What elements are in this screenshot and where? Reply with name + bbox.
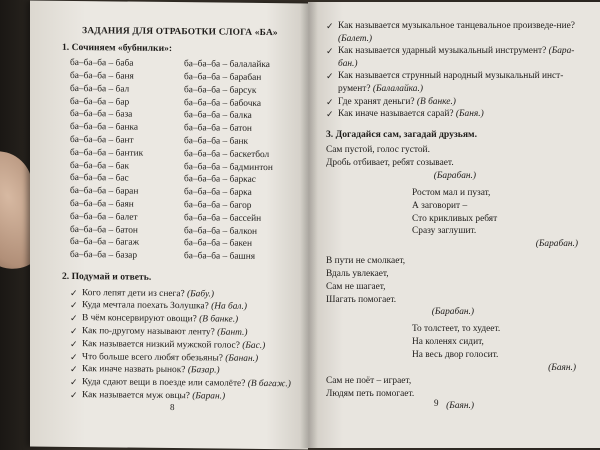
question-text-wrap xyxy=(338,70,592,95)
question-answer: (Баран.) xyxy=(192,391,226,402)
open-book xyxy=(30,2,600,448)
question-text-wrap xyxy=(338,45,592,70)
syllable-line: ба–ба–ба – бас xyxy=(70,173,129,184)
question-text: Как называется муж овцы? xyxy=(82,389,190,402)
riddle-line: Людям петь помогает. xyxy=(326,388,415,399)
right-page xyxy=(308,2,600,448)
riddle-2 xyxy=(412,187,592,251)
checkmark-icon: ✓ xyxy=(70,377,78,388)
checkmark-icon: ✓ xyxy=(326,21,334,31)
question-text: Куда мечтала поехать Золушка? xyxy=(82,300,209,312)
question-text: В чём консервируют овощи? xyxy=(82,313,197,325)
riddle-line: Сам не шагает, xyxy=(326,281,386,292)
question-answer: (В банке.) xyxy=(199,314,239,325)
question-text: Как называется струнный народный музыкальный инст-румент? xyxy=(338,71,564,94)
question-list xyxy=(70,286,298,404)
question-text-wrap xyxy=(338,96,592,109)
syllable-line: ба–ба–ба – батон xyxy=(70,224,138,236)
syllable-line: ба–ба–ба – бал xyxy=(70,83,130,95)
question-answer: (Банан.) xyxy=(225,353,259,364)
syllable-line: ба–ба–ба – бак xyxy=(70,160,130,172)
checkmark-icon: ✓ xyxy=(326,109,334,120)
riddle-line: На весь двор голосит. xyxy=(412,349,499,360)
riddle-line: Ростом мал и пузат, xyxy=(412,187,491,198)
checkmark-icon: ✓ xyxy=(326,96,334,107)
syllable-line: ба–ба–ба – баскетбол xyxy=(184,148,270,160)
riddle-5 xyxy=(326,375,592,414)
syllable-line: ба–ба–ба – банка xyxy=(70,122,139,133)
section-3-title: 3. Догадайся сам, загадай друзьям. xyxy=(326,128,477,140)
checkmark-icon: ✓ xyxy=(70,364,78,375)
checkmark-icon: ✓ xyxy=(70,389,78,400)
section-1-title: 1. Сочиняем «бубнилки»: xyxy=(62,41,173,54)
riddle-4-answer: (Баян.) xyxy=(548,362,576,373)
page-title: ЗАДАНИЯ ДЛЯ ОТРАБОТКИ СЛОГА «БА» xyxy=(82,26,278,39)
question-answer: (Бара-бан.) xyxy=(338,46,575,69)
riddle-5-answer: (Баян.) xyxy=(446,401,474,412)
syllable-line: ба–ба–ба – балкон xyxy=(184,225,258,237)
question-answer: (В багаж.) xyxy=(247,378,291,390)
riddle-line: Сам не поёт – играет, xyxy=(326,375,412,386)
question-text: Где хранят деньги? xyxy=(338,96,415,107)
question-item xyxy=(322,20,592,45)
question-text: Что больше всего любят обезьяны? xyxy=(82,351,223,364)
syllable-grid xyxy=(70,57,298,264)
syllable-line: ба–ба–ба – багаж xyxy=(70,237,139,249)
question-answer: (Бабу.) xyxy=(187,288,214,300)
syllable-line: ба–ба–ба – база xyxy=(70,109,133,120)
checkmark-icon: ✓ xyxy=(70,300,78,311)
syllable-line: ба–ба–ба – барсук xyxy=(184,84,257,96)
riddle-2-answer: (Барабан.) xyxy=(535,239,578,250)
syllable-line: ба–ба–ба – балалайка xyxy=(184,59,270,71)
question-text: Как называется музыкальное танцевальное произведе-ние? xyxy=(338,21,575,31)
question-answer: (Бас.) xyxy=(242,340,266,351)
question-text: Как называется низкий мужской голос? xyxy=(82,338,240,351)
left-page-content xyxy=(62,25,298,404)
syllable-line: ба–ба–ба – башня xyxy=(184,251,256,263)
syllable-line: ба–ба–ба – багор xyxy=(184,200,252,211)
riddle-3-answer: (Барабан.) xyxy=(431,307,474,318)
syllable-column-2 xyxy=(184,58,298,264)
question-answer: (Баня.) xyxy=(455,109,484,120)
book-gutter xyxy=(300,2,318,448)
syllable-line: ба–ба–ба – бассейн xyxy=(184,212,262,224)
question-answer: (В банке.) xyxy=(416,96,456,107)
question-answer: (Балалайка.) xyxy=(372,83,423,94)
question-item xyxy=(322,108,592,121)
checkmark-icon: ✓ xyxy=(326,46,334,57)
checkmark-icon: ✓ xyxy=(70,338,78,349)
right-page-content xyxy=(322,20,592,413)
question-item xyxy=(322,45,592,70)
syllable-line: ба–ба–ба – баян xyxy=(70,198,134,210)
question-answer: (Бант.) xyxy=(217,327,248,338)
riddle-line: Сразу заглушит. xyxy=(412,226,477,237)
syllable-line: ба–ба–ба – бабочка xyxy=(184,97,261,109)
syllable-line: ба–ба–ба – барабан xyxy=(184,72,262,83)
syllable-line: ба–ба–ба – баня xyxy=(70,70,134,82)
syllable-line: ба–ба–ба – балет xyxy=(70,211,138,223)
riddle-4 xyxy=(412,323,592,374)
syllable-line: ба–ба–ба – бар xyxy=(70,96,130,108)
riddle-line: Шагать помогает. xyxy=(326,294,397,305)
syllable-line: ба–ба–ба – бант xyxy=(70,134,134,146)
syllable-line: ба–ба–ба – бантик xyxy=(70,147,144,159)
checkmark-icon: ✓ xyxy=(326,71,334,82)
syllable-column-1 xyxy=(70,57,184,263)
section-2-title: 2. Подумай и ответь. xyxy=(62,270,152,283)
question-text: Кого лепят дети из снега? xyxy=(82,287,185,299)
riddle-line: Вдаль увлекает, xyxy=(326,268,389,279)
checkmark-icon: ✓ xyxy=(70,351,78,362)
question-text: Как иначе называется сарай? xyxy=(338,109,454,120)
left-page xyxy=(30,1,308,450)
question-answer: (На бал.) xyxy=(211,301,247,313)
question-text: Как по-другому называют ленту? xyxy=(82,326,215,338)
riddle-line: В пути не смолкает, xyxy=(326,256,406,267)
syllable-line: ба–ба–ба – барка xyxy=(184,187,252,199)
syllable-line: ба–ба–ба – базар xyxy=(70,250,138,261)
question-answer: (Базар.) xyxy=(187,365,220,376)
syllable-line: ба–ба–ба – баран xyxy=(70,186,139,197)
question-text: Куда сдают вещи в поезде или самолёте? xyxy=(82,377,246,389)
syllable-line: ба–ба–ба – бадминтон xyxy=(184,161,273,173)
page-number-right: 9 xyxy=(434,398,439,408)
checkmark-icon: ✓ xyxy=(70,325,78,336)
question-item xyxy=(322,70,592,95)
page-number-left: 8 xyxy=(170,402,175,413)
riddle-line: Сам пустой, голос густой. xyxy=(326,145,430,156)
question-answer: (Балет.) xyxy=(338,33,373,44)
riddle-line: Дробь отбивает, ребят созывает. xyxy=(326,158,454,169)
question-text: Как называется ударный музыкальный инструмент? xyxy=(338,46,547,57)
checkmark-icon: ✓ xyxy=(70,313,78,324)
syllable-line: ба–ба–ба – баркас xyxy=(184,174,256,186)
syllable-line: ба–ба–ба – банк xyxy=(184,136,249,147)
riddle-1 xyxy=(326,144,592,183)
checkmark-icon: ✓ xyxy=(70,287,78,298)
riddle-line: Сто крикливых ребят xyxy=(412,213,498,224)
question-text: Как иначе назвать рынок? xyxy=(82,364,186,376)
riddle-1-answer: (Барабан.) xyxy=(433,170,476,181)
question-item xyxy=(322,96,592,109)
syllable-line: ба–ба–ба – бакен xyxy=(184,238,252,250)
riddle-line: А заговорит – xyxy=(412,200,468,211)
syllable-line: ба–ба–ба – балка xyxy=(184,110,252,122)
question-text-wrap xyxy=(338,108,592,121)
riddle-3 xyxy=(326,255,592,319)
question-text-wrap xyxy=(338,20,592,45)
riddle-line: То толстеет, то худеет. xyxy=(412,324,501,335)
syllable-line: ба–ба–ба – баба xyxy=(70,58,134,69)
question-item xyxy=(70,389,298,404)
syllable-line: ба–ба–ба – батон xyxy=(184,123,252,135)
riddle-line: На коленях сидит, xyxy=(412,337,484,348)
question-list-continued xyxy=(322,20,592,121)
